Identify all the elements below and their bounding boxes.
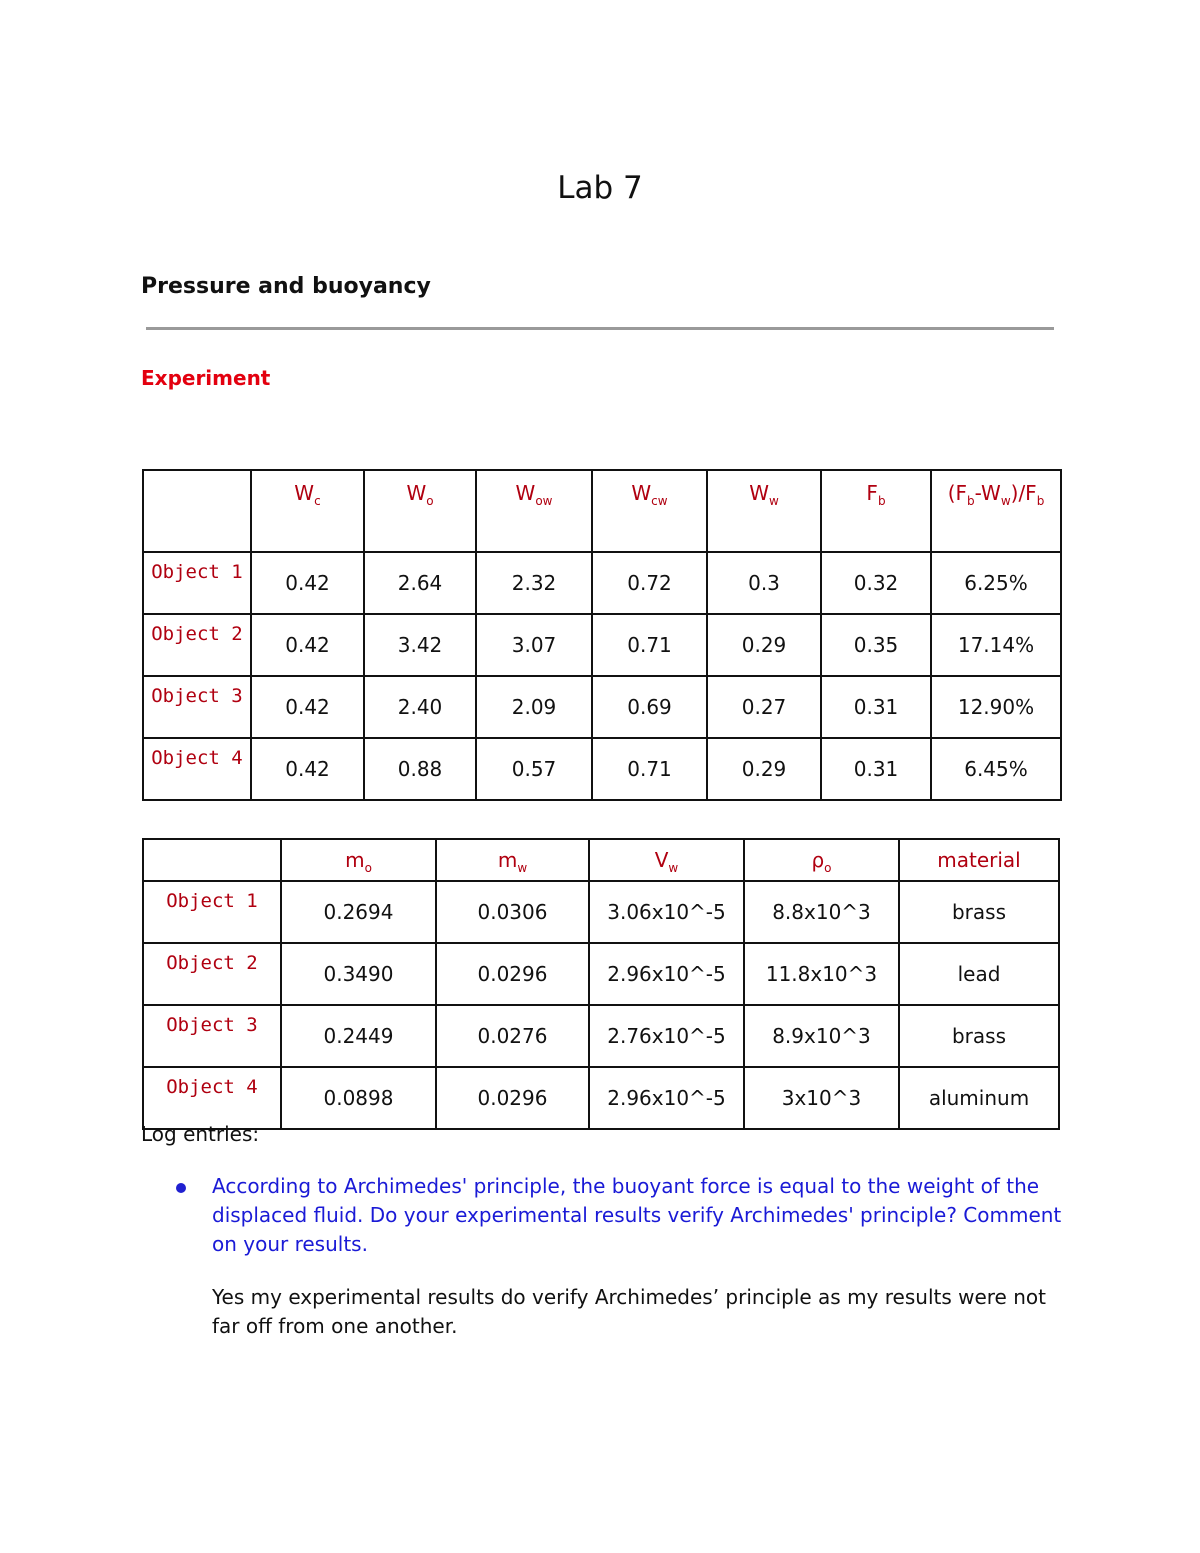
table-row [143, 676, 1061, 738]
header-cell: $(F_b-W_w)/F_b$ [931, 470, 1061, 552]
header-cell: material [899, 839, 1059, 881]
table-cell: 0.42 [251, 676, 364, 738]
table-cell: 3.42 [364, 614, 476, 676]
header-cell: $V_w$ [589, 839, 744, 881]
table-cell: 2.64 [364, 552, 476, 614]
table-cell: 2.76x10^-5 [589, 1005, 744, 1067]
corner-cell [143, 839, 281, 881]
row-label: Object 1 [143, 552, 251, 614]
header-cell: $W_c$ [251, 470, 364, 552]
header-cell: $W_w$ [707, 470, 821, 552]
header-cell: $F_b$ [821, 470, 931, 552]
row-label: Object 2 [143, 943, 281, 1005]
table-cell: 0.29 [707, 614, 821, 676]
log-entries-label: Log entries: [141, 1122, 260, 1146]
table-cell: 3.07 [476, 614, 592, 676]
table-cell: 8.8x10^3 [744, 881, 899, 943]
table-cell: 0.72 [592, 552, 707, 614]
table-cell: 12.90% [931, 676, 1061, 738]
table-cell: 0.0898 [281, 1067, 436, 1129]
table-cell: 0.27 [707, 676, 821, 738]
table-cell: 0.88 [364, 738, 476, 800]
table-cell: 0.71 [592, 738, 707, 800]
table-cell: 0.0296 [436, 1067, 589, 1129]
log-question: According to Archimedes' principle, the buoyant force is equal to the weight of the displaced fluid. Do your experimental results verify Archimedes' principle? Comment on your results. [212, 1174, 1062, 1256]
table-cell: 11.8x10^3 [744, 943, 899, 1005]
table-cell: 0.42 [251, 614, 364, 676]
table-cell: 8.9x10^3 [744, 1005, 899, 1067]
table-cell: 6.25% [931, 552, 1061, 614]
table-cell: 2.96x10^-5 [589, 943, 744, 1005]
table-row [143, 1005, 1059, 1067]
table-cell: 0.42 [251, 552, 364, 614]
table-cell: 0.35 [821, 614, 931, 676]
header-cell: $m_o$ [281, 839, 436, 881]
table-cell: 0.32 [821, 552, 931, 614]
table-cell: 0.0306 [436, 881, 589, 943]
table-cell: 0.69 [592, 676, 707, 738]
row-label: Object 2 [143, 614, 251, 676]
page-title: Lab 7 [557, 170, 643, 206]
table-cell: 0.2449 [281, 1005, 436, 1067]
section-heading: Experiment [141, 366, 271, 390]
table-cell: 0.57 [476, 738, 592, 800]
table-cell: 0.3 [707, 552, 821, 614]
density-table [142, 838, 1060, 1130]
table-cell: 0.71 [592, 614, 707, 676]
header-cell: $W_{cw}$ [592, 470, 707, 552]
row-label: Object 1 [143, 881, 281, 943]
row-label: Object 3 [143, 1005, 281, 1067]
table-row [143, 943, 1059, 1005]
horizontal-divider [146, 327, 1054, 330]
table-cell: 3x10^3 [744, 1067, 899, 1129]
table-cell: 2.32 [476, 552, 592, 614]
table-cell: 0.2694 [281, 881, 436, 943]
table-row [143, 881, 1059, 943]
table-cell: brass [899, 881, 1059, 943]
table-cell: aluminum [899, 1067, 1059, 1129]
table-cell: 0.31 [821, 676, 931, 738]
table-cell: 2.40 [364, 676, 476, 738]
table-cell: lead [899, 943, 1059, 1005]
table-cell: brass [899, 1005, 1059, 1067]
table-cell: 0.3490 [281, 943, 436, 1005]
table-cell: 17.14% [931, 614, 1061, 676]
table-cell: 0.0296 [436, 943, 589, 1005]
header-cell: $W_{ow}$ [476, 470, 592, 552]
table-cell: 0.42 [251, 738, 364, 800]
corner-cell [143, 470, 251, 552]
table-row [143, 738, 1061, 800]
table-cell: 2.09 [476, 676, 592, 738]
table-row [143, 1067, 1059, 1129]
table-row [143, 552, 1061, 614]
table-row [143, 614, 1061, 676]
row-label: Object 4 [143, 738, 251, 800]
row-label: Object 3 [143, 676, 251, 738]
page-subtitle: Pressure and buoyancy [141, 274, 431, 299]
header-cell: $W_o$ [364, 470, 476, 552]
header-cell: $m_w$ [436, 839, 589, 881]
log-answer: Yes my experimental results do verify Archimedes’ principle as my results were not far off from one another. [212, 1285, 1046, 1338]
table-header-row [143, 470, 1061, 552]
weights-table [142, 469, 1062, 801]
table-header-row [143, 839, 1059, 881]
table-cell: 0.29 [707, 738, 821, 800]
bullet-icon [176, 1183, 186, 1193]
row-label: Object 4 [143, 1067, 281, 1129]
table-cell: 0.31 [821, 738, 931, 800]
table-cell: 0.0276 [436, 1005, 589, 1067]
header-cell: $\rho_o$ [744, 839, 899, 881]
table-cell: 3.06x10^-5 [589, 881, 744, 943]
table-cell: 2.96x10^-5 [589, 1067, 744, 1129]
table-cell: 6.45% [931, 738, 1061, 800]
